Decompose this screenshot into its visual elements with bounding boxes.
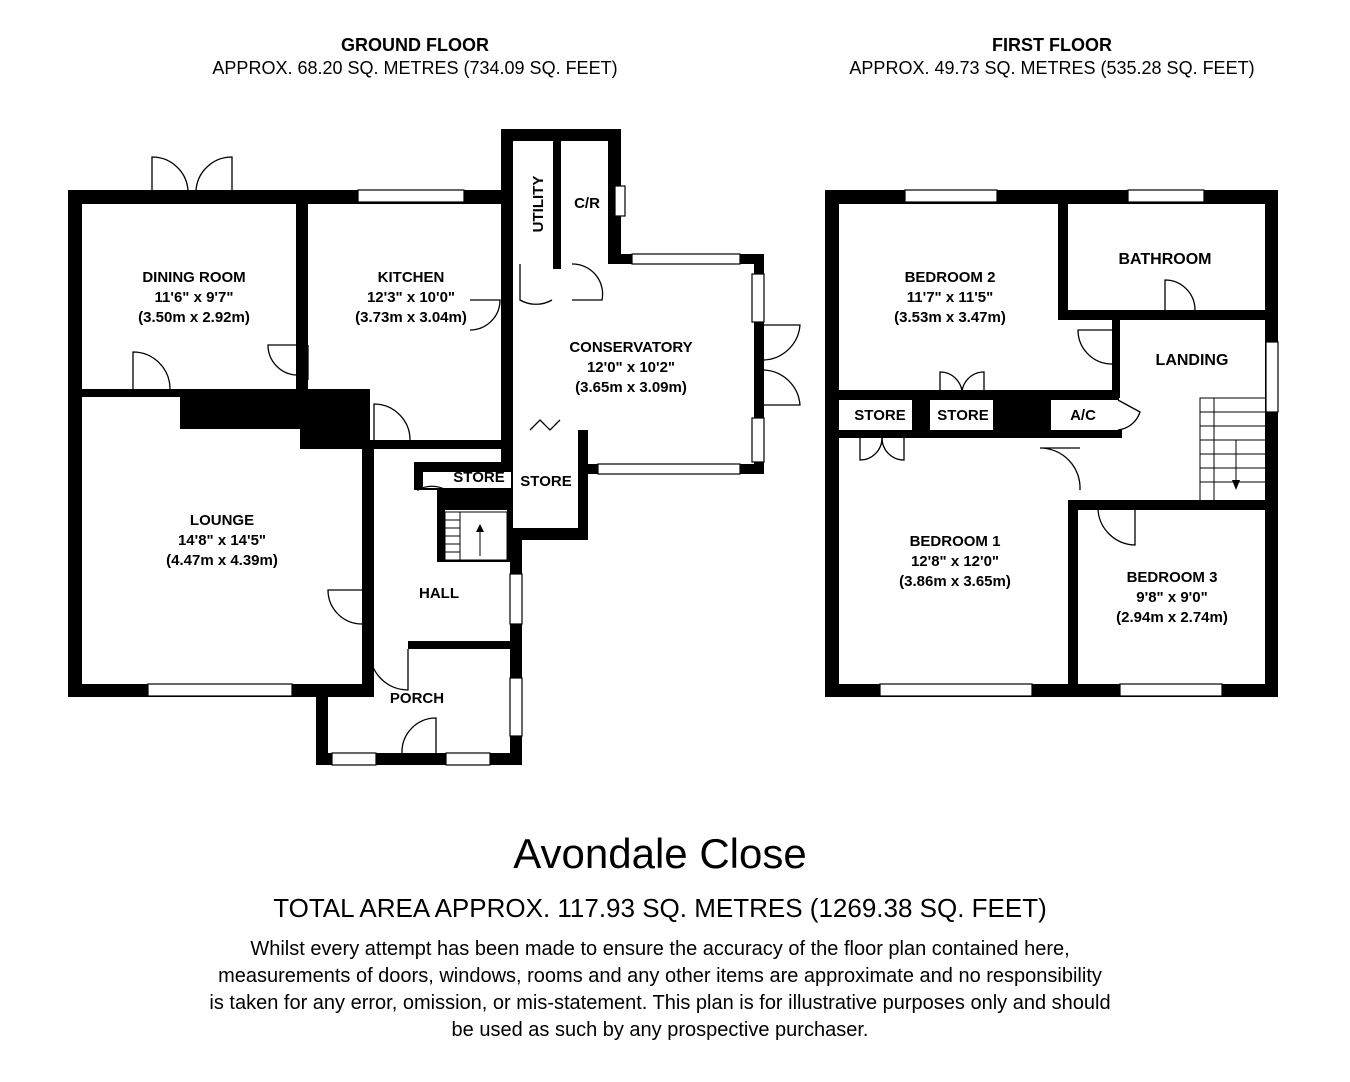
first-floor-labels <box>854 251 1228 626</box>
total-area: TOTAL AREA APPROX. 117.93 SQ. METRES (1269.38 SQ. FEET) <box>273 893 1047 923</box>
disclaimer-line: Whilst every attempt has been made to ensure the accuracy of the floor plan contained here, <box>250 938 1070 960</box>
bedroom-2-metric: (3.53m x 3.47m) <box>894 309 1006 326</box>
bedroom-3-name: BEDROOM 3 <box>1126 569 1218 586</box>
disclaimer-line: measurements of doors, windows, rooms and any other items are approximate and no responsibility <box>218 965 1102 987</box>
cr-name: C/R <box>574 195 600 212</box>
first-floor-stairs <box>1200 398 1266 502</box>
kitchen-name: KITCHEN <box>377 269 445 286</box>
dining-room-metric: (3.50m x 2.92m) <box>138 309 250 326</box>
ground-floor-area: APPROX. 68.20 SQ. METRES (734.09 SQ. FEET) <box>212 58 618 78</box>
lounge-name: LOUNGE <box>189 512 255 529</box>
store-1-name: STORE <box>453 469 505 486</box>
conservatory-imperial: 12'0" x 10'2" <box>586 359 676 376</box>
ac-name: A/C <box>1070 407 1096 424</box>
conservatory-name: CONSERVATORY <box>569 339 693 356</box>
bedroom-1-imperial: 12'8" x 12'0" <box>910 553 1000 570</box>
ground-floor-title: GROUND FLOOR <box>341 35 489 55</box>
bathroom-name: BATHROOM <box>1118 251 1212 268</box>
bedroom-3-imperial: 9'8" x 9'0" <box>1136 589 1208 606</box>
kitchen-metric: (3.73m x 3.04m) <box>355 309 467 326</box>
first-floor-plan <box>825 190 1278 697</box>
ground-floor-walls <box>68 129 764 765</box>
disclaimer <box>120 936 1200 1044</box>
dining-room-imperial: 11'6" x 9'7" <box>154 289 234 306</box>
lounge-imperial: 14'8" x 14'5" <box>177 532 267 549</box>
bedroom-2-name: BEDROOM 2 <box>904 269 996 286</box>
disclaimer-line: be used as such by any prospective purchaser. <box>451 1019 869 1041</box>
first-floor-area: APPROX. 49.73 SQ. METRES (535.28 SQ. FEET) <box>849 58 1255 78</box>
ground-floor-doors <box>133 157 800 753</box>
landing-name: LANDING <box>1155 352 1229 369</box>
utility-name: UTILITY <box>530 175 547 233</box>
bedroom-1-metric: (3.86m x 3.65m) <box>899 573 1011 590</box>
bedroom-3-metric: (2.94m x 2.74m) <box>1116 609 1228 626</box>
bedroom-2-imperial: 11'7" x 11'5" <box>906 289 994 306</box>
disclaimer-line: is taken for any error, omission, or mis-statement. This plan is for illustrative purposes only and should <box>209 992 1111 1014</box>
store-b-name: STORE <box>937 407 989 424</box>
store-2-name: STORE <box>520 473 572 490</box>
hall-name: HALL <box>419 585 459 602</box>
ground-floor-plan <box>68 129 800 765</box>
property-name: Avondale Close <box>513 830 807 877</box>
store-a-name: STORE <box>854 407 906 424</box>
kitchen-imperial: 12'3" x 10'0" <box>366 289 456 306</box>
conservatory-metric: (3.65m x 3.09m) <box>575 379 687 396</box>
porch-name: PORCH <box>389 690 445 707</box>
lounge-metric: (4.47m x 4.39m) <box>166 552 278 569</box>
first-floor-title: FIRST FLOOR <box>992 35 1112 55</box>
dining-room-name: DINING ROOM <box>142 269 246 286</box>
bedroom-1-name: BEDROOM 1 <box>909 533 1001 550</box>
